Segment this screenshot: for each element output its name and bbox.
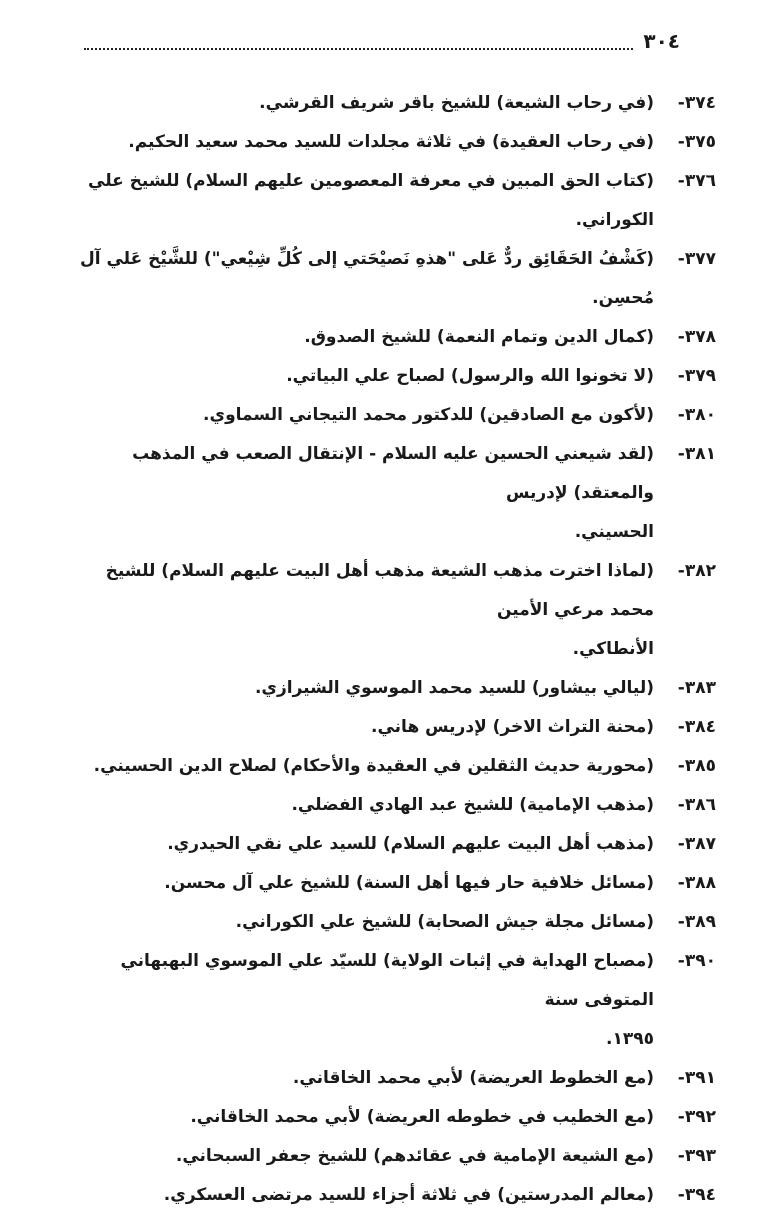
entry-text: (في رحاب العقيدة) في ثلاثة مجلدات للسيد محمد سعيد الحكيم. — [128, 132, 654, 152]
list-item — [76, 552, 716, 669]
list-item — [76, 903, 716, 942]
entry-text: (لأكون مع الصادقين) للدكتور محمد التيجاني السماوي. — [203, 405, 654, 425]
entry-text: (مذهب أهل البيت عليهم السلام) للسيد علي نقي الحيدري. — [167, 834, 654, 854]
entry-text: (كمال الدين وتمام النعمة) للشيخ الصدوق. — [304, 327, 654, 347]
entry-number: ٣٩٠- — [677, 951, 716, 971]
entry-text: (مع الشيعة الإمامية في عقائدهم) للشيخ جعفر السبحاني. — [175, 1146, 654, 1166]
list-item — [76, 864, 716, 903]
entry-text-continuation: ١٣٩٥. — [606, 1029, 654, 1049]
entry-number: ٣٩٣- — [677, 1146, 716, 1166]
list-item — [76, 825, 716, 864]
entry-number: ٣٧٦- — [677, 171, 716, 191]
entry-text: (في رحاب الشيعة) للشيخ باقر شريف القرشي. — [259, 93, 654, 113]
entry-text: (ليالي بيشاور) للسيد محمد الموسوي الشيرازي. — [254, 678, 654, 698]
bibliography-list — [76, 84, 716, 1215]
list-item — [76, 1176, 716, 1215]
entry-text — [76, 552, 654, 669]
entry-number: ٣٨٦- — [677, 795, 716, 815]
entry-text: (مع الخطوط العريضة) لأبي محمد الخاقاني. — [292, 1068, 654, 1088]
entry-text: (مسائل خلافية حار فيها أهل السنة) للشيخ علي آل محسن. — [164, 873, 654, 893]
entry-number: ٣٨١- — [677, 444, 716, 464]
entry-text: (محنة التراث الاخر) لإدريس هاني. — [371, 717, 654, 737]
list-item — [76, 1137, 716, 1176]
list-item — [76, 1098, 716, 1137]
list-item — [76, 84, 716, 123]
entry-text: (كَشْفُ الحَقَائِق ردٌّ عَلى "هذهِ نَصيْحَتي إلى كُلِّ شِيْعي") للشَّيْخ عَلي آل مُحسِن. — [79, 249, 654, 308]
entry-text-continuation: الحسيني. — [574, 522, 654, 542]
entry-number: ٣٨٧- — [677, 834, 716, 854]
entry-text: (معالم المدرستين) في ثلاثة أجزاء للسيد مرتضى العسكري. — [163, 1185, 654, 1205]
entry-number: ٣٩١- — [677, 1068, 716, 1088]
entry-text: (مسائل مجلة جيش الصحابة) للشيخ علي الكوراني. — [235, 912, 654, 932]
entry-number: ٣٩٢- — [677, 1107, 716, 1127]
entry-text-line: (مصباح الهداية في إثبات الولاية) للسيّد علي الموسوي البهبهاني المتوفى سنة — [120, 951, 654, 1010]
entry-text: (لا تخونوا الله والرسول) لصباح علي البياتي. — [286, 366, 654, 386]
list-item — [76, 942, 716, 1059]
entry-text — [76, 942, 654, 1059]
page-header — [84, 28, 680, 54]
list-item — [76, 357, 716, 396]
entry-number: ٣٨٤- — [677, 717, 716, 737]
entry-number: ٣٧٤- — [677, 93, 716, 113]
entry-number: ٣٧٩- — [677, 366, 716, 386]
header-dotted-rule — [84, 36, 633, 50]
entry-text: (مع الخطيب في خطوطه العريضة) لأبي محمد الخاقاني. — [190, 1107, 654, 1127]
entry-text: (مذهب الإمامية) للشيخ عبد الهادي الفضلي. — [291, 795, 654, 815]
entry-text: (كتاب الحق المبين في معرفة المعصومين عليهم السلام) للشيخ علي الكوراني. — [88, 171, 654, 230]
list-item — [76, 669, 716, 708]
entry-number: ٣٨٠- — [677, 405, 716, 425]
list-item — [76, 162, 716, 240]
entry-number: ٣٨٥- — [677, 756, 716, 776]
entry-text: (محورية حديث الثقلين في العقيدة والأحكام) لصلاح الدين الحسيني. — [93, 756, 654, 776]
list-item — [76, 123, 716, 162]
list-item — [76, 318, 716, 357]
page-number: ٣٠٤ — [643, 29, 680, 53]
entry-text — [76, 435, 654, 552]
entry-number: ٣٨٨- — [677, 873, 716, 893]
list-item — [76, 786, 716, 825]
entry-text-line: (لماذا اخترت مذهب الشيعة مذهب أهل البيت عليهم السلام) للشيخ محمد مرعي الأمين — [105, 561, 654, 620]
list-item — [76, 708, 716, 747]
list-item — [76, 396, 716, 435]
entry-number: ٣٧٥- — [677, 132, 716, 152]
list-item — [76, 1059, 716, 1098]
entry-text-continuation: الأنطاكي. — [572, 639, 654, 659]
entry-number: ٣٨٩- — [677, 912, 716, 932]
entry-number: ٣٨٣- — [677, 678, 716, 698]
list-item — [76, 747, 716, 786]
entry-number: ٣٩٤- — [677, 1185, 716, 1205]
list-item — [76, 435, 716, 552]
entry-text-line: (لقد شيعني الحسين عليه السلام - الإنتقال الصعب في المذهب والمعتقد) لإدريس — [132, 444, 654, 503]
entry-number: ٣٨٢- — [677, 561, 716, 581]
list-item — [76, 240, 716, 318]
entry-number: ٣٧٨- — [677, 327, 716, 347]
entry-number: ٣٧٧- — [677, 249, 716, 269]
